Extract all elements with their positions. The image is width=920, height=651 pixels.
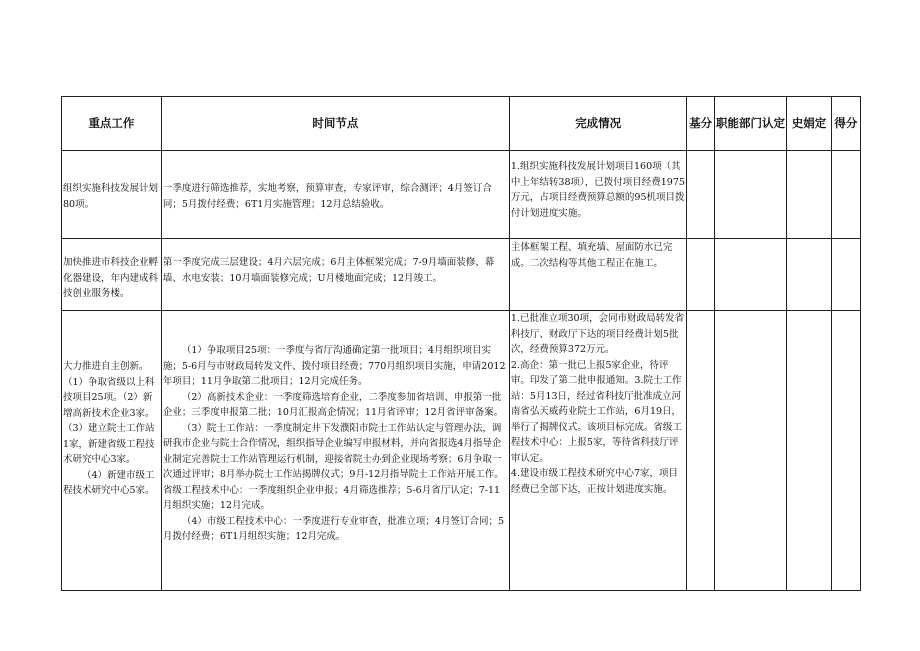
header-dept2: 史娟定	[787, 97, 831, 151]
table-row	[62, 311, 861, 591]
row1-score	[831, 151, 860, 239]
row2-work-text: 加快推进市科技企业孵化器建设，年内建成科技创业服务楼。	[63, 257, 159, 299]
header-work: 重点工作	[62, 97, 162, 151]
row3-work-text-2: （4）新建市级工程技术研究中心5家。	[63, 469, 155, 496]
row2-status	[509, 239, 687, 311]
row1-dept2	[787, 151, 831, 239]
header-base-score: 基分	[687, 97, 714, 151]
row3-time-text-3: （3）院士工作站：一季度制定井下发濮阳市院士工作站认定与管理办法，调研我市企业与院士合作情况，组织指导企业编写申报材料，并向省报选4月指导企业制定完善院士工作站管理运行机制，迎接省院士办到企业现场考察；6月争取一次通过评审；8月举办院士工作站揭牌仪式；9月-12月指导院士工作站开展工作。省级工程技术中心：一季度组织企业申报；4月筛选推荐；5-6月省厅认定；7-11月组织实施；12月完成。	[162, 422, 504, 511]
row1-dept	[714, 151, 787, 239]
header-score: 得分	[831, 97, 860, 151]
header-status: 完成情况	[509, 97, 687, 151]
table-header-row	[62, 97, 861, 151]
row1-time	[161, 151, 509, 239]
row2-time-text: 第一季度完成三层建设；4月六层完成；6月主体框架完成；7-9月墙面装修、幕墙、水电安装；10月墙面装修完成；U月楼地面完成；12月竣工。	[162, 257, 495, 284]
row3-status-text-3: 4.建设市级工程技术研究中心7家，项目经费已全部下达，正按计划进度实施。	[510, 468, 679, 495]
header-dept: 职能部门认定	[714, 97, 787, 151]
row3-time-text-1: （1）争取项目25项：一季度与省厅沟通确定第一批项目；4月组织项目实施；5-6月与市财政局转发文件、拨付项目经费；770月组织项目实施，申请2012年项目；11月争取第二批项目；12月完成任务。	[162, 345, 506, 387]
row1-work-text: 组织实施科技发展计划80项。	[63, 183, 159, 210]
row2-status-text: 主体框架工程、填充墙、屋面防水已完成。二次结构等其他工程正在施工。	[510, 242, 673, 269]
row3-work-text-1: 大力推进自主创新。（1）争取省级以上科技项目25项。（2）新增高新技术企业3家。（3）建立院士工作站1家，新建省级工程技术研究中心3家。	[63, 361, 155, 465]
row3-time-text-4: （4）市级工程技术中心：一季度进行专业审查，批准立项；4月签订合同；5月拨付经费；6T1月组织实施；12月完成。	[162, 515, 505, 542]
row1-status-text: 1.组织实施科技发展计划项目160项（其中上年结转38项），已拨付项目经费1975万元，占项目经费预算总额的95机项目拨付计划进度实施。	[510, 161, 685, 219]
row2-score	[831, 239, 860, 311]
work-table	[61, 96, 861, 591]
row1-time-text: 一季度进行筛选推荐，实地考察，预算审查，专家评审，综合测评；4月签订合同；5月拨付经费；6T1月实施管理；12月总结验收。	[162, 183, 492, 210]
row3-status	[509, 311, 687, 591]
row2-dept2	[787, 239, 831, 311]
row1-base-score	[687, 151, 714, 239]
row3-status-text-2: 2.高企：第一批已上报5家企业，待评审。印发了第二批申报通知。3.院士工作站：5月13日，经过省科技厅批准成立河南省弘天威药业院士工作站，6月19日，举行了揭牌仪式。该项目标完成。省级工程技术中心：上报5家，等待省科技厅评审认定。	[510, 359, 682, 464]
row1-work	[62, 151, 162, 239]
row3-base-score	[687, 311, 714, 591]
row3-dept2	[787, 311, 831, 591]
header-time: 时间节点	[161, 97, 509, 151]
row2-dept	[714, 239, 787, 311]
row3-time	[161, 311, 509, 591]
row3-work	[62, 311, 162, 591]
row2-time	[161, 239, 509, 311]
table-row	[62, 151, 861, 239]
row3-time-text-2: （2）高新技术企业：一季度筛选培育企业，二季度参加省培训、申报第一批企业；三季度申报第二批；10月汇报高企情况；11月省评审；12月省评审备案。	[162, 391, 504, 418]
table-row	[62, 239, 861, 311]
row2-work	[62, 239, 162, 311]
row3-score	[831, 311, 860, 591]
row3-status-text-1: 1.已批准立项30项，会同市财政局转发省科技厅、财政厅下达的项目经费计划5批次，经费预算372万元。	[510, 313, 685, 355]
row1-status	[509, 151, 687, 239]
row3-dept	[714, 311, 787, 591]
row2-base-score	[687, 239, 714, 311]
